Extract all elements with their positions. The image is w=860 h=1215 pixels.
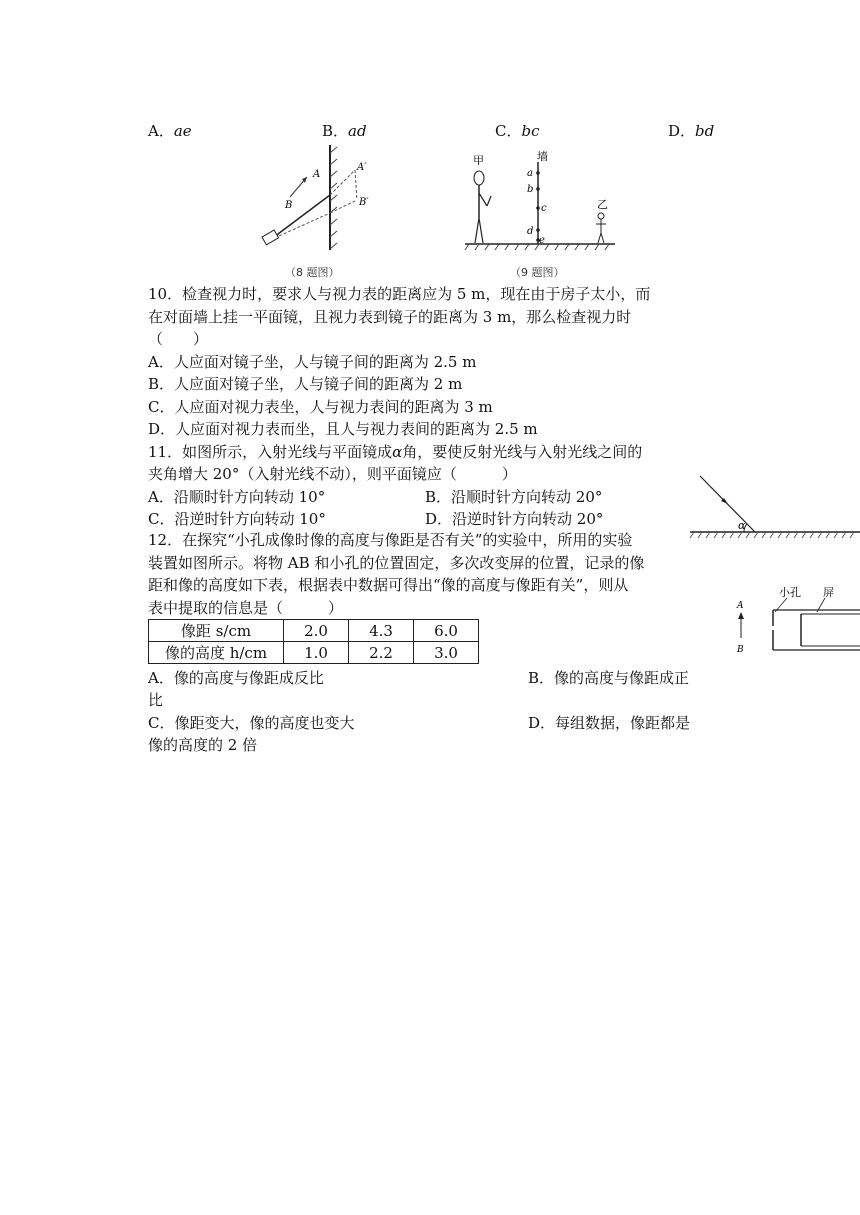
figure-9-caption: （9 题图） xyxy=(510,266,565,279)
q10-option-a: A．人应面对镜子坐，人与镜子间的距离为 2.5 m xyxy=(148,353,477,371)
q10-option-b: B．人应面对镜子坐，人与镜子间的距离为 2 m xyxy=(148,375,463,393)
q11-option-b: B．沿顺时针方向转动 20° xyxy=(425,488,603,506)
label-c: c xyxy=(541,203,547,214)
q12-option-a: A．像的高度与像距成反比 xyxy=(148,669,324,687)
q10-stem-line-1: 10．检查视力时，要求人与视力表的距离应为 5 m，现在由于房子太小，而 xyxy=(148,285,651,303)
label-a: A xyxy=(313,169,321,180)
table-cell: 3.0 xyxy=(414,642,479,664)
label-wall: 墙 xyxy=(537,150,548,163)
q12-stem-line-1: 12．在探究“小孔成像时像的高度与像距是否有关”的实验中，所用的实验 xyxy=(148,531,633,549)
table-row xyxy=(149,620,479,642)
q12-data-table xyxy=(148,619,479,664)
label-jia: 甲 xyxy=(473,154,484,167)
q10-option-d: D．人应面对视力表而坐，且人与视力表间的距离为 2.5 m xyxy=(148,420,538,438)
label-a-prime: A′ xyxy=(357,162,367,173)
q12-stem-line-3: 距和像的高度如下表，根据表中数据可得出“像的高度与像距有关”，则从 xyxy=(148,576,629,594)
q10-answer-blank: （ ） xyxy=(148,330,209,348)
q12-option-d-continued: 像的高度的 2 倍 xyxy=(148,736,258,754)
option-letter: A． xyxy=(148,122,174,140)
q12-option-d: D．每组数据，像距都是 xyxy=(528,714,691,732)
label-yi: 乙 xyxy=(597,198,608,211)
label-b: B xyxy=(737,645,744,655)
label-b: B xyxy=(285,200,293,211)
figure-9-wall-diagram xyxy=(465,148,625,258)
alpha-label: α xyxy=(738,519,746,532)
label-e: e xyxy=(539,235,545,246)
q10-option-c: C．人应面对视力表坐，人与视力表间的距离为 3 m xyxy=(148,398,493,416)
q11-stem-line-2: 夹角增大 20°（入射光线不动），则平面镜应（ ） xyxy=(148,465,517,483)
table-cell: 2.0 xyxy=(284,620,349,642)
row-label-image-distance: 像距 s/cm xyxy=(149,620,284,642)
q12-option-b-continued: 比 xyxy=(148,691,164,709)
q12-stem-line-4: 表中提取的信息是（ ） xyxy=(148,599,344,617)
q11-option-d: D．沿逆时针方向转动 20° xyxy=(425,510,604,528)
q11-option-c: C．沿逆时针方向转动 10° xyxy=(148,510,326,528)
table-cell: 6.0 xyxy=(414,620,479,642)
table-cell: 2.2 xyxy=(349,642,414,664)
label-screen: 屏 xyxy=(823,586,834,599)
figure-11-mirror-angle xyxy=(690,470,860,550)
q12-stem-line-2: 装置如图所示。将物 AB 和小孔的位置固定，多次改变屏的位置，记录的像 xyxy=(148,554,645,572)
alpha-symbol: α xyxy=(392,443,403,461)
row-label-image-height: 像的高度 h/cm xyxy=(149,642,284,664)
option-text: ad xyxy=(348,122,367,140)
q11-option-a: A．沿顺时针方向转动 10° xyxy=(148,488,326,506)
figure-8-mirror-diagram xyxy=(245,145,385,265)
figure-12-pinhole-apparatus xyxy=(735,582,860,657)
q10-stem-line-2: 在对面墙上挂一平面镜，且视力表到镜子的距离为 3 m，那么检查视力时 xyxy=(148,308,632,326)
q12-option-c: C．像距变大，像的高度也变大 xyxy=(148,714,355,732)
label-b-prime: B′ xyxy=(359,197,369,208)
table-cell: 1.0 xyxy=(284,642,349,664)
option-text: bd xyxy=(695,122,715,140)
label-pinhole: 小孔 xyxy=(779,586,801,599)
q9-option-d xyxy=(668,120,714,141)
q11-stem-pre: 11．如图所示，入射光线与平面镜成 xyxy=(148,443,393,461)
label-d: d xyxy=(527,226,534,237)
table-cell: 4.3 xyxy=(349,620,414,642)
option-letter: C． xyxy=(495,122,522,140)
option-text: bc xyxy=(521,122,540,140)
option-text: ae xyxy=(173,122,192,140)
label-b: b xyxy=(527,184,534,195)
label-a: a xyxy=(527,168,533,179)
q9-option-c xyxy=(495,120,540,141)
table-row xyxy=(149,642,479,664)
q9-option-a xyxy=(148,120,192,141)
label-a: A xyxy=(737,601,744,611)
q11-stem-post: 角，要使反射光线与入射光线之间的 xyxy=(402,443,643,461)
q9-option-b xyxy=(322,120,367,141)
option-letter: D． xyxy=(668,122,696,140)
q11-stem-line-1 xyxy=(148,441,642,463)
option-letter: B． xyxy=(322,122,349,140)
q12-option-b: B．像的高度与像距成正 xyxy=(528,669,690,687)
figure-8-caption: （8 题图） xyxy=(285,266,340,279)
